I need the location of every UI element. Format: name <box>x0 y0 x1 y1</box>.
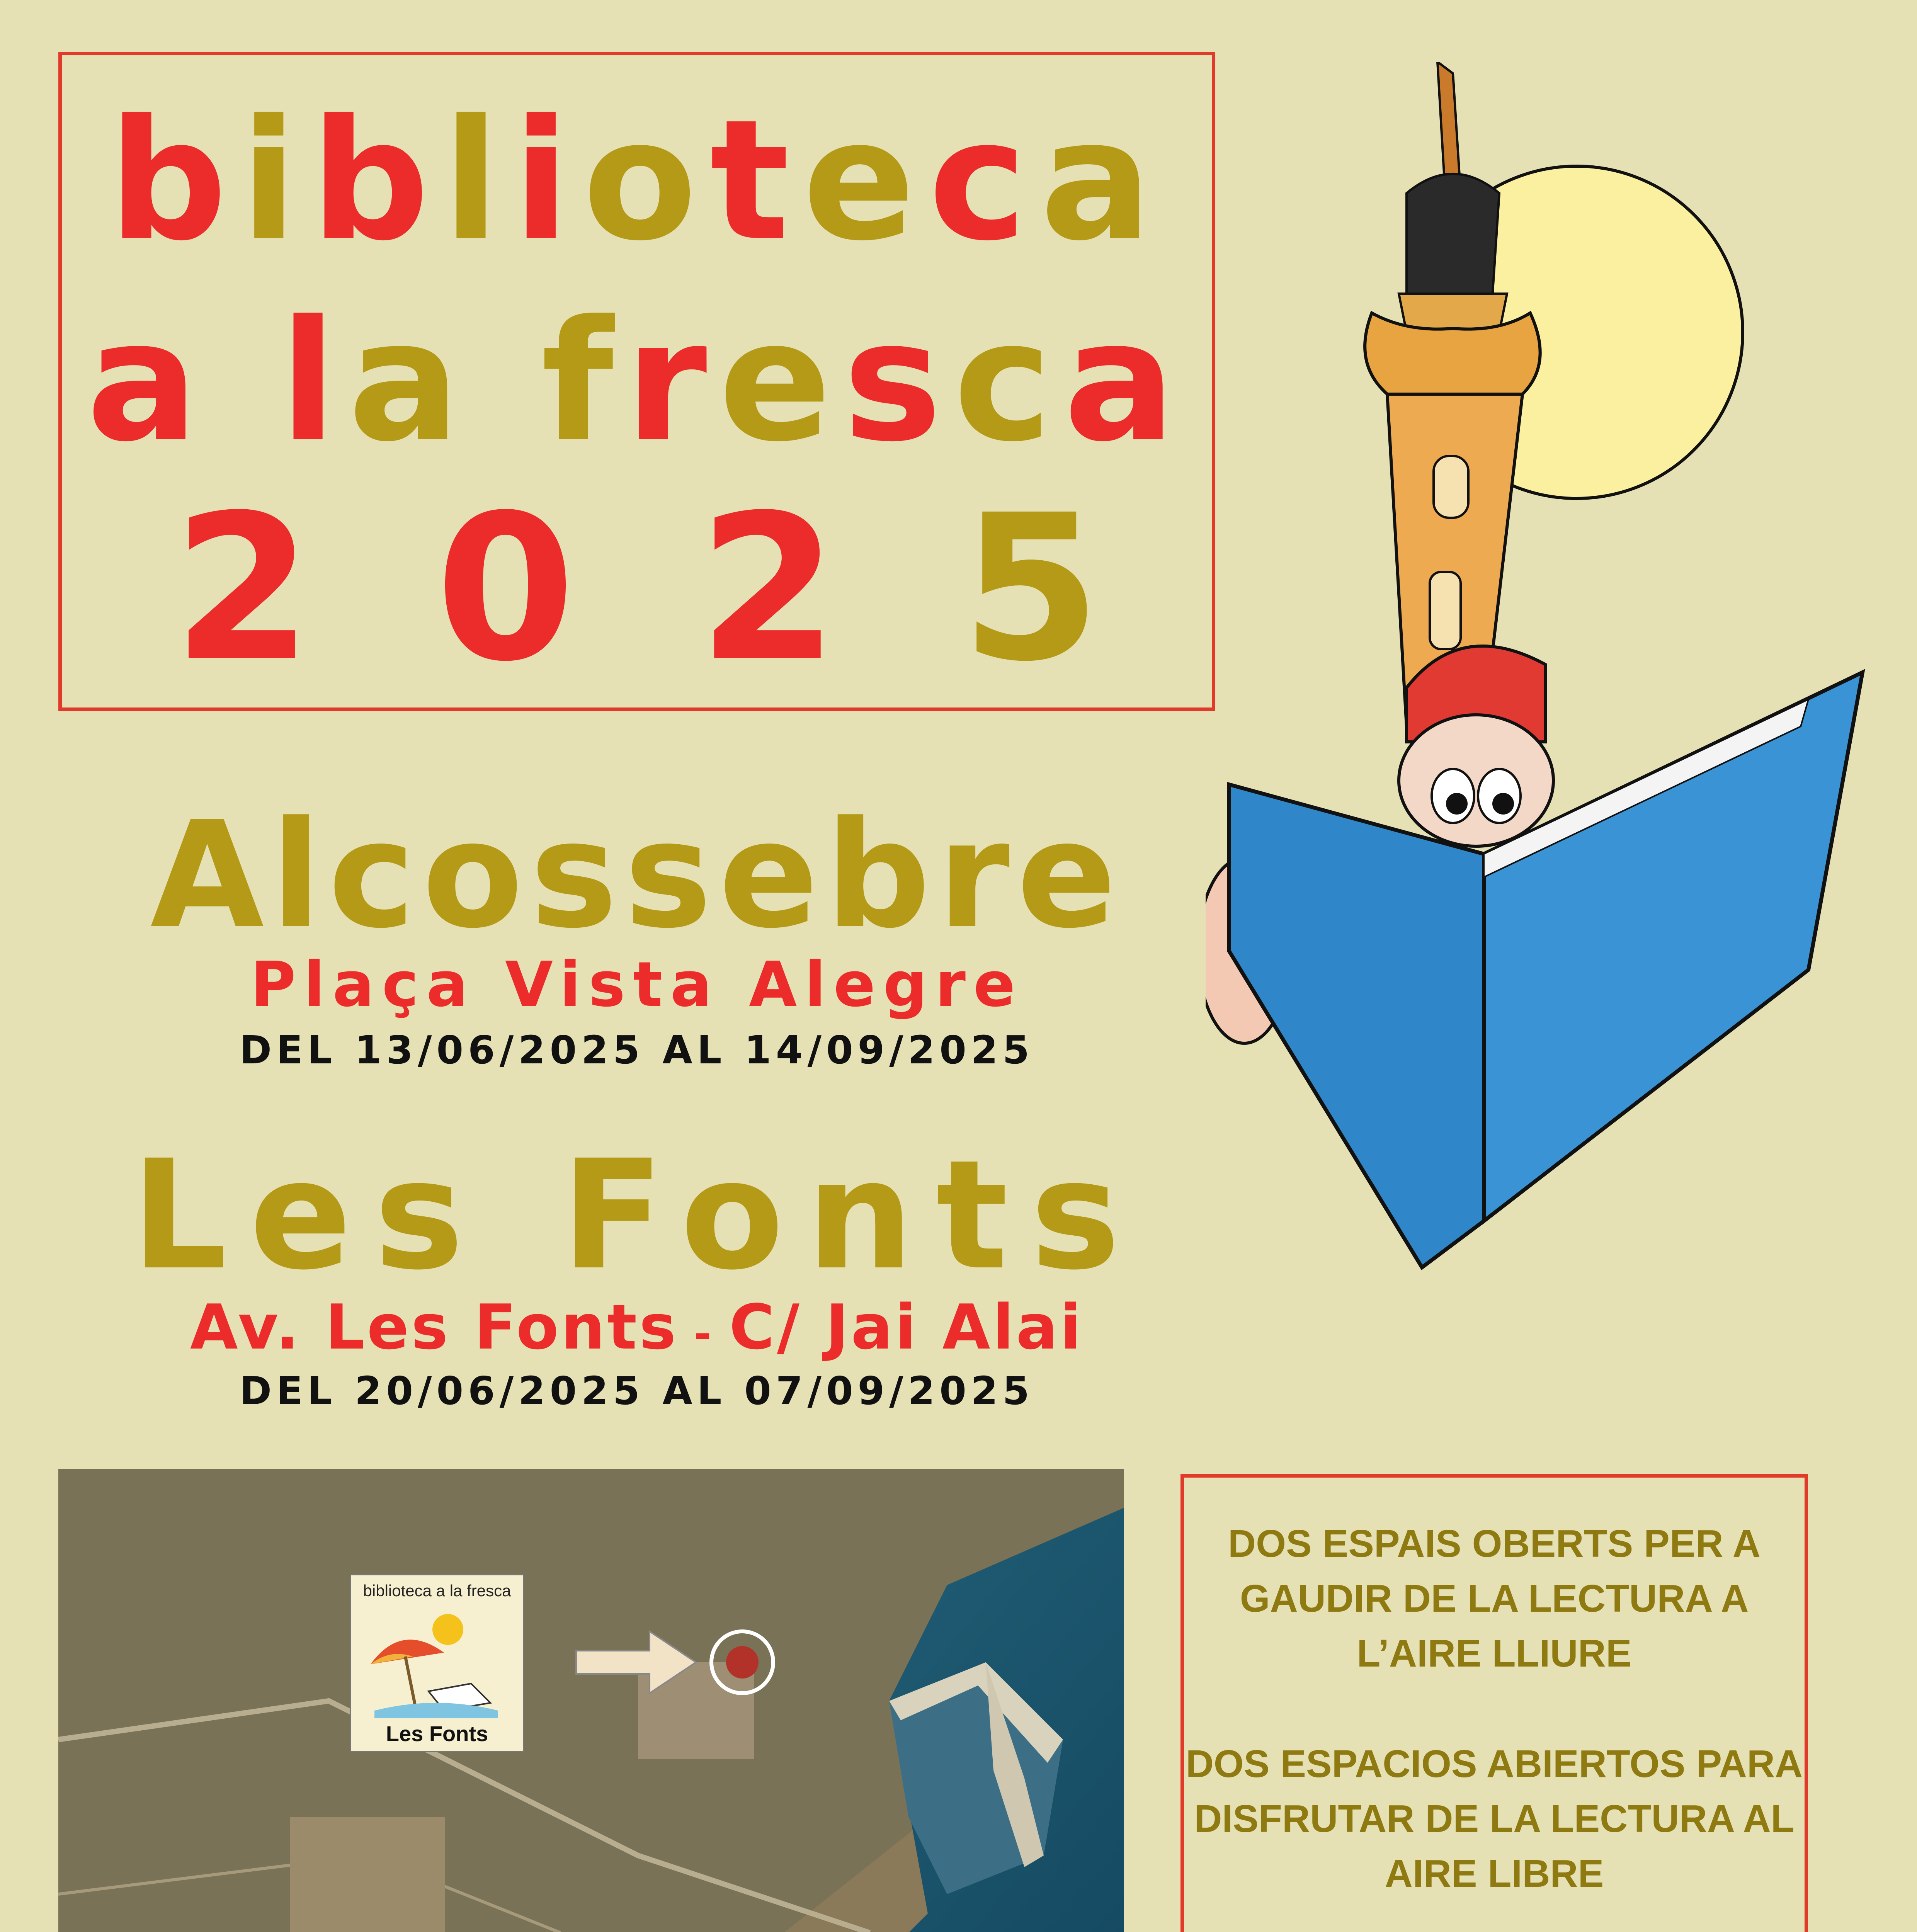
title-char: l <box>442 84 513 277</box>
location-dates-les-fonts: DEL 20/06/2025 AL 07/09/2025 <box>240 1368 1034 1413</box>
location-place-alcossebre: Plaça Vista Alegre <box>250 948 1023 1020</box>
title-char: r <box>625 285 719 478</box>
title-char: b <box>108 84 241 277</box>
place-street-b: C/ Jai Alai <box>729 1291 1084 1363</box>
info-line: AIRE LIBRE <box>1385 1852 1604 1895</box>
title-char: a <box>1063 285 1187 478</box>
info-line: DOS ESPAIS OBERTS PER A <box>1228 1522 1761 1565</box>
info-line: GAUDIR DE LA LECTURA A <box>1240 1577 1749 1620</box>
title-char: e <box>803 84 929 277</box>
title-char: a <box>86 285 210 478</box>
title-char <box>472 285 541 478</box>
info-box <box>1180 1474 1808 1932</box>
place-street-a: Av. Les Fonts <box>190 1291 679 1363</box>
year-digit: 0 <box>435 471 575 706</box>
year-digit: 2 <box>173 471 313 706</box>
location-place-les-fonts <box>58 1291 1215 1363</box>
location-name-les-fonts: Les Fonts <box>131 1128 1143 1303</box>
title-char: s <box>843 285 954 478</box>
title-char: a <box>348 285 472 478</box>
info-line: L’AIRE LLIURE <box>1357 1632 1632 1675</box>
aerial-map <box>58 1469 1124 1932</box>
map-label-les-fonts <box>350 1574 524 1752</box>
title-char: l <box>279 285 348 478</box>
title-frame <box>58 52 1215 711</box>
title-char: b <box>310 84 443 277</box>
title-char: c <box>928 84 1040 277</box>
year-digit: 2 <box>698 471 838 706</box>
info-line: DISFRUTAR DE LA LECTURA AL <box>1194 1797 1795 1840</box>
map-label-title: biblioteca a la fresca <box>363 1582 511 1600</box>
title-char: o <box>583 84 710 277</box>
title-line-biblioteca <box>62 84 1212 277</box>
info-paragraph-spanish <box>1184 1736 1805 1901</box>
title-line-a-la-fresca <box>62 285 1212 478</box>
location-name-alcossebre: Alcossebre <box>150 789 1123 961</box>
place-separator: - <box>694 1309 714 1359</box>
title-char: f <box>541 285 625 478</box>
title-char: e <box>718 285 843 478</box>
title-char: t <box>710 84 803 277</box>
title-char <box>210 285 280 478</box>
map-label-name: Les Fonts <box>386 1721 488 1746</box>
info-line: DOS ESPACIOS ABIERTOS PARA <box>1186 1742 1803 1786</box>
title-char: i <box>240 84 311 277</box>
title-char: c <box>953 285 1064 478</box>
year-digit: 5 <box>961 471 1101 706</box>
title-char: a <box>1040 84 1165 277</box>
beach-umbrella-icon <box>367 1606 506 1718</box>
location-dates-alcossebre: DEL 13/06/2025 AL 14/09/2025 <box>240 1027 1034 1073</box>
mascot-illustration <box>1206 62 1878 1298</box>
title-char: i <box>512 84 583 277</box>
title-year <box>62 471 1212 706</box>
info-paragraph-catalan <box>1184 1516 1805 1681</box>
